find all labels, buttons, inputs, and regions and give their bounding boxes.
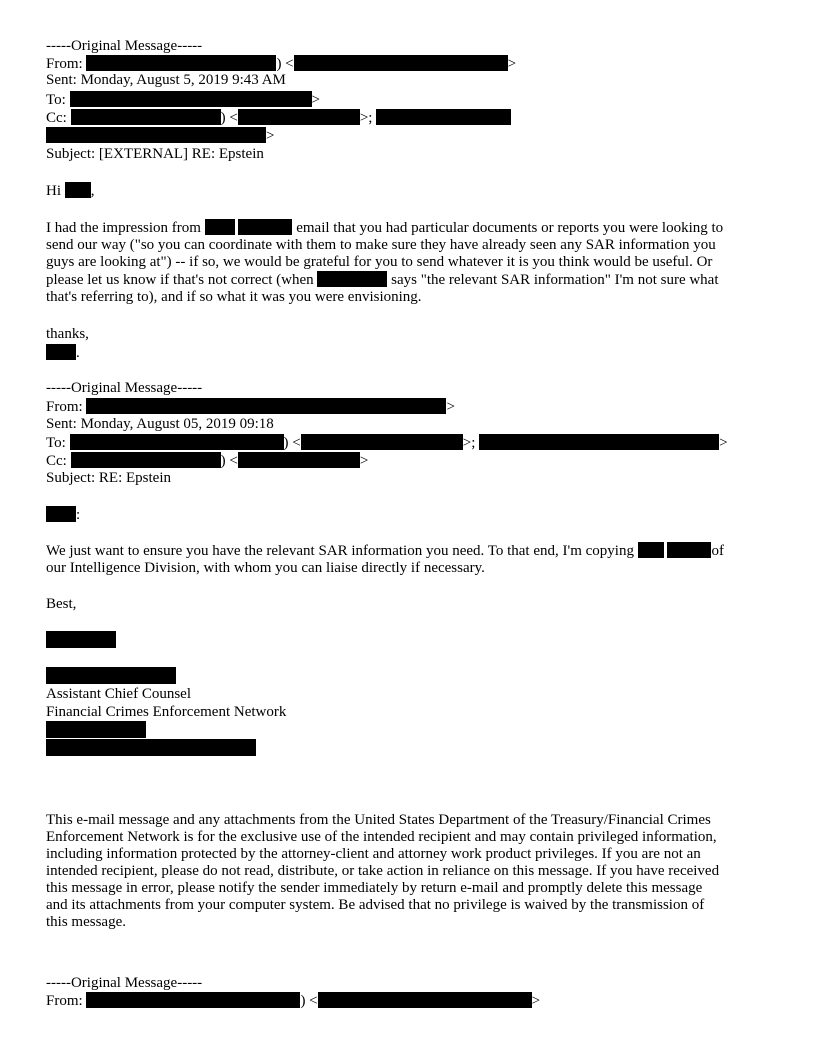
- redacted-block: [70, 434, 284, 450]
- cc-line: [46, 109, 511, 127]
- paragraph-text: We just want to ensure you have the relevant SAR information you need. To that end, I'm copying: [46, 543, 634, 559]
- to-label: To:: [46, 92, 66, 108]
- greeting-line: [46, 182, 95, 200]
- paragraph-line: guys are looking at") -- if so, we would be grateful for you to send whatever it is you think would be useful. Or: [46, 254, 713, 270]
- redacted-block: [86, 55, 276, 71]
- bracket-text: >: [507, 56, 517, 72]
- from-label: From:: [46, 993, 83, 1009]
- redacted-signature-name: [46, 667, 176, 684]
- paragraph-text: says "the relevant SAR information" I'm not sure what: [391, 272, 719, 288]
- paragraph-text: please let us know if that's not correct (when: [46, 272, 314, 288]
- greeting-punct: ,: [90, 183, 95, 199]
- redacted-block: [71, 109, 221, 125]
- redacted-block: [318, 992, 532, 1008]
- subject-line: Subject: [EXTERNAL] RE: Epstein: [46, 146, 264, 162]
- redacted-block: [667, 542, 711, 558]
- signature-punct: .: [76, 345, 80, 361]
- redacted-contact: [46, 721, 146, 738]
- redacted-block: [238, 219, 292, 235]
- to-line: [46, 91, 320, 109]
- redacted-block: [46, 127, 266, 143]
- disclaimer-line: this message.: [46, 914, 126, 930]
- body-paragraph: [46, 542, 772, 577]
- from-label: From:: [46, 399, 83, 415]
- disclaimer-line: This e-mail message and any attachments from the United States Department of the Treasury/Financial Crimes: [46, 812, 711, 828]
- sign-off: thanks,: [46, 326, 89, 342]
- redacted-block: [638, 542, 664, 558]
- redacted-block: [238, 452, 360, 468]
- redacted-signature-name: [46, 631, 116, 648]
- bracket-text: >;: [359, 110, 373, 126]
- sent-line: Sent: Monday, August 05, 2019 09:18: [46, 416, 274, 432]
- cc-label: Cc:: [46, 453, 67, 469]
- closing: Best,: [46, 596, 77, 612]
- paragraph-line: that's referring to), and if so what it was you were envisioning.: [46, 289, 422, 305]
- from-line: [46, 992, 540, 1010]
- disclaimer-line: intended recipient, please do not read, distribute, or take action in reliance on this message. If you have received: [46, 863, 720, 879]
- redacted-block: [86, 398, 446, 414]
- to-label: To:: [46, 435, 66, 451]
- from-line: [46, 398, 455, 416]
- bracket-text: >: [266, 128, 275, 144]
- disclaimer-paragraph: [46, 812, 772, 931]
- redacted-block: [376, 109, 511, 125]
- subject-line: Subject: RE: Epstein: [46, 470, 171, 486]
- bracket-text: ) <: [300, 993, 318, 1009]
- greeting-text: Hi: [46, 183, 61, 199]
- bracket-text: >: [446, 399, 455, 415]
- redacted-block: [46, 506, 76, 522]
- disclaimer-line: including information protected by the attorney-client and attorney work product privileges. If you are not an: [46, 846, 701, 862]
- bracket-text: >: [719, 435, 728, 451]
- redacted-block: [65, 182, 91, 198]
- from-label: From:: [46, 56, 83, 72]
- disclaimer-line: and its attachments from your computer system. Be advised that no privilege is waived by the transmission of: [46, 897, 705, 913]
- bracket-text: >;: [462, 435, 476, 451]
- bracket-text: >: [531, 993, 541, 1009]
- paragraph-line: [46, 542, 772, 560]
- paragraph-line: send our way ("so you can coordinate with them to make sure they have already seen any SAR information you: [46, 237, 716, 253]
- redacted-block: [71, 452, 221, 468]
- paragraph-text: of: [711, 543, 724, 559]
- redacted-block: [46, 344, 76, 360]
- bracket-text: ) <: [220, 453, 238, 469]
- redacted-block: [86, 992, 300, 1008]
- redacted-block: [205, 219, 235, 235]
- body-paragraph: [46, 219, 772, 306]
- cc-label: Cc:: [46, 110, 67, 126]
- signature-title: Assistant Chief Counsel: [46, 686, 191, 702]
- paragraph-text: I had the impression from: [46, 220, 201, 236]
- original-message-divider: -----Original Message-----: [46, 38, 203, 54]
- cc-continued-line: [46, 127, 274, 145]
- original-message-divider: -----Original Message-----: [46, 380, 203, 396]
- redacted-contact: [46, 739, 256, 756]
- sent-line: Sent: Monday, August 5, 2019 9:43 AM: [46, 72, 286, 88]
- greeting-line: [46, 506, 80, 524]
- paragraph-line: our Intelligence Division, with whom you can liaise directly if necessary.: [46, 560, 485, 576]
- to-line: [46, 434, 728, 452]
- paragraph-line: [46, 219, 772, 237]
- signature-organization: Financial Crimes Enforcement Network: [46, 704, 287, 720]
- paragraph-line: [46, 271, 772, 289]
- disclaimer-line: Enforcement Network is for the exclusive use of the intended recipient and may contain privileged information,: [46, 829, 717, 845]
- redacted-block: [70, 91, 312, 107]
- bracket-text: >: [311, 92, 321, 108]
- original-message-divider: -----Original Message-----: [46, 975, 203, 991]
- bracket-text: ) <: [220, 110, 238, 126]
- redacted-block: [317, 271, 387, 287]
- greeting-punct: :: [76, 507, 81, 523]
- cc-line: [46, 452, 368, 470]
- disclaimer-line: this message in error, please notify the sender immediately by return e-mail and promptly delete this message: [46, 880, 703, 896]
- redacted-block: [301, 434, 463, 450]
- redacted-block: [294, 55, 508, 71]
- signature-line: [46, 344, 80, 362]
- redacted-block: [479, 434, 719, 450]
- from-line: [46, 55, 516, 73]
- bracket-text: ) <: [276, 56, 294, 72]
- bracket-text: ) <: [283, 435, 301, 451]
- redacted-block: [238, 109, 360, 125]
- paragraph-text: email that you had particular documents or reports you were looking to: [296, 220, 724, 236]
- bracket-text: >: [359, 453, 369, 469]
